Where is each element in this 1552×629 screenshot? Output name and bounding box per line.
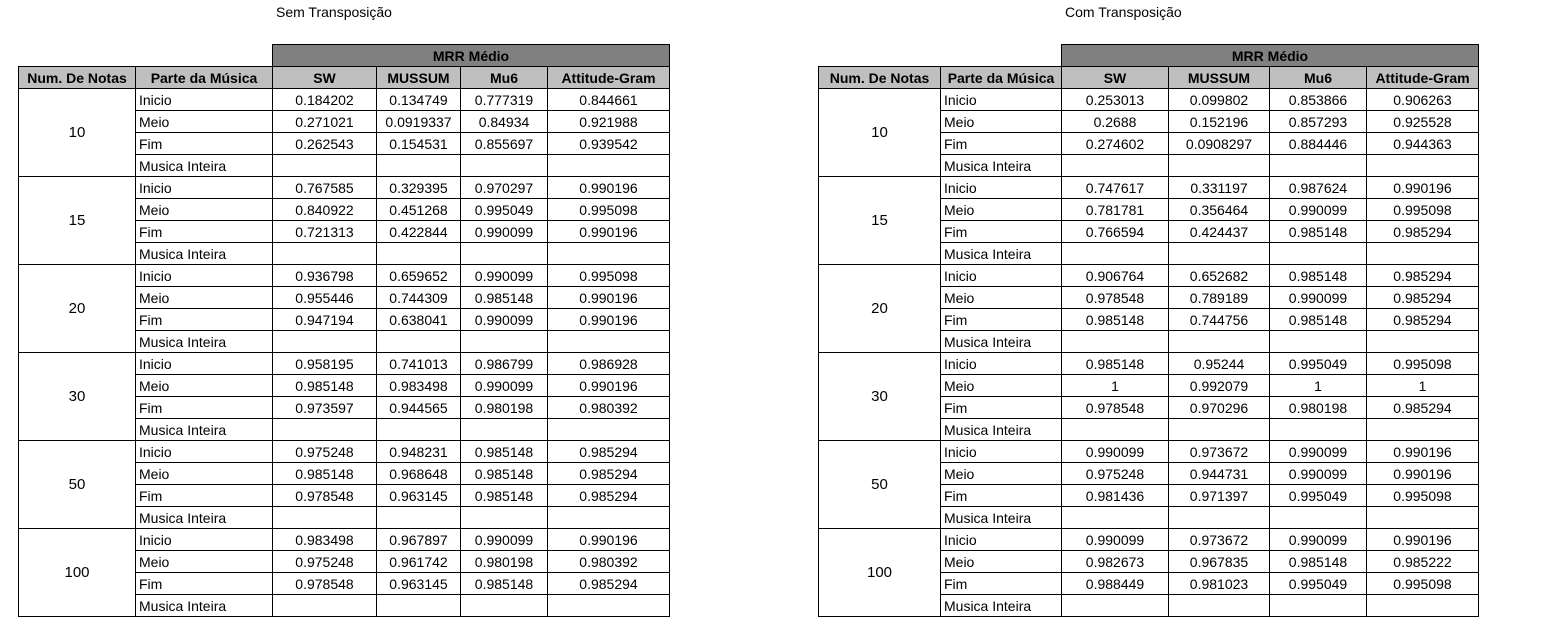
attitude-gram-value-cell [548,595,670,617]
part-cell: Meio [136,551,273,573]
sw-value-cell: 0.988449 [1062,573,1169,595]
sw-value-cell: 0.958195 [273,353,377,375]
sw-value-cell: 0.262543 [273,133,377,155]
mu6-value-cell: 0.980198 [461,397,548,419]
sw-value-cell: 0.766594 [1062,221,1169,243]
attitude-gram-value-cell: 0.995098 [1367,353,1479,375]
mu6-value-cell [461,507,548,529]
header-sw: SW [1062,67,1169,89]
sw-value-cell: 0.975248 [273,551,377,573]
sw-value-cell: 0.274602 [1062,133,1169,155]
caption-com-transposicao: Com Transposição [1065,4,1182,20]
table-row [819,529,1479,551]
mu6-value-cell [461,331,548,353]
mu6-value-cell: 0.990099 [461,529,548,551]
attitude-gram-value-cell: 0.986928 [548,353,670,375]
part-cell: Fim [136,309,273,331]
num-notes-cell: 100 [819,529,941,617]
sw-value-cell: 0.985148 [273,375,377,397]
mussum-value-cell: 0.154531 [377,133,461,155]
header-mu6: Mu6 [1270,67,1367,89]
mussum-value-cell: 0.961742 [377,551,461,573]
num-notes-cell: 30 [19,353,136,441]
num-notes-cell: 50 [19,441,136,529]
mussum-value-cell [377,243,461,265]
part-cell: Meio [941,199,1062,221]
mu6-value-cell: 0.995049 [461,199,548,221]
attitude-gram-value-cell: 0.990196 [548,287,670,309]
part-cell: Inicio [941,529,1062,551]
mu6-value-cell: 0.970297 [461,177,548,199]
sw-value-cell: 0.985148 [1062,353,1169,375]
part-cell: Meio [136,287,273,309]
mussum-value-cell: 0.099802 [1169,89,1270,111]
column-header-row [819,67,1479,89]
attitude-gram-value-cell: 0.990196 [1367,463,1479,485]
mu6-value-cell [461,243,548,265]
part-cell: Fim [941,221,1062,243]
attitude-gram-value-cell: 0.990196 [548,177,670,199]
sw-value-cell: 0.985148 [1062,309,1169,331]
sw-value-cell: 0.271021 [273,111,377,133]
num-notes-cell: 10 [819,89,941,177]
sw-value-cell [1062,507,1169,529]
part-cell: Fim [136,133,273,155]
mussum-value-cell [377,155,461,177]
attitude-gram-value-cell: 0.985294 [1367,221,1479,243]
mu6-value-cell [461,419,548,441]
mussum-value-cell: 0.638041 [377,309,461,331]
sw-value-cell: 0.975248 [273,441,377,463]
attitude-gram-value-cell: 0.990196 [1367,529,1479,551]
attitude-gram-value-cell: 0.990196 [548,309,670,331]
mu6-value-cell: 0.84934 [461,111,548,133]
mu6-value-cell: 0.985148 [461,485,548,507]
attitude-gram-value-cell: 0.985294 [1367,287,1479,309]
mu6-value-cell: 0.990099 [1270,529,1367,551]
mu6-value-cell [1270,331,1367,353]
mussum-value-cell: 0.422844 [377,221,461,243]
sw-value-cell: 0.906764 [1062,265,1169,287]
attitude-gram-value-cell: 0.995098 [1367,573,1479,595]
part-cell: Musica Inteira [941,155,1062,177]
part-cell: Musica Inteira [941,331,1062,353]
mussum-value-cell: 0.992079 [1169,375,1270,397]
part-cell: Fim [941,485,1062,507]
sw-value-cell: 0.936798 [273,265,377,287]
part-cell: Meio [136,375,273,397]
mussum-value-cell: 0.944731 [1169,463,1270,485]
group-header-mrr-medio: MRR Médio [273,45,670,67]
attitude-gram-value-cell [1367,331,1479,353]
attitude-gram-value-cell: 0.985294 [1367,309,1479,331]
part-cell: Musica Inteira [136,595,273,617]
part-cell: Fim [941,133,1062,155]
mussum-value-cell: 0.948231 [377,441,461,463]
mussum-value-cell: 0.981023 [1169,573,1270,595]
attitude-gram-value-cell: 0.844661 [548,89,670,111]
part-cell: Inicio [136,177,273,199]
table-row [819,353,1479,375]
mussum-value-cell: 0.744756 [1169,309,1270,331]
sw-value-cell [273,155,377,177]
header-mu6: Mu6 [461,67,548,89]
part-cell: Meio [136,463,273,485]
mussum-value-cell [377,595,461,617]
mussum-value-cell [1169,419,1270,441]
sw-value-cell [273,243,377,265]
mussum-value-cell: 0.744309 [377,287,461,309]
attitude-gram-value-cell: 0.980392 [548,397,670,419]
mu6-value-cell [461,595,548,617]
mu6-value-cell: 0.985148 [1270,221,1367,243]
mu6-value-cell [1270,507,1367,529]
header-mussum: MUSSUM [377,67,461,89]
part-cell: Inicio [941,177,1062,199]
caption-sem-transposicao: Sem Transposição [276,4,392,20]
header-mussum: MUSSUM [1169,67,1270,89]
group-header-mrr-medio: MRR Médio [1062,45,1479,67]
part-cell: Meio [941,287,1062,309]
part-cell: Fim [136,397,273,419]
table-row [19,353,670,375]
mu6-value-cell [1270,595,1367,617]
attitude-gram-value-cell: 0.995098 [548,265,670,287]
mu6-value-cell: 0.777319 [461,89,548,111]
mussum-value-cell [1169,155,1270,177]
sw-value-cell [273,419,377,441]
attitude-gram-value-cell [548,155,670,177]
num-notes-cell: 50 [819,441,941,529]
part-cell: Musica Inteira [941,243,1062,265]
part-cell: Inicio [136,353,273,375]
part-cell: Fim [136,573,273,595]
mussum-value-cell: 0.970296 [1169,397,1270,419]
mu6-value-cell: 0.987624 [1270,177,1367,199]
part-cell: Inicio [941,441,1062,463]
part-cell: Inicio [136,265,273,287]
mu6-value-cell: 0.855697 [461,133,548,155]
attitude-gram-value-cell: 0.995098 [548,199,670,221]
attitude-gram-value-cell: 1 [1367,375,1479,397]
part-cell: Fim [941,397,1062,419]
header-sw: SW [273,67,377,89]
sw-value-cell: 0.767585 [273,177,377,199]
sw-value-cell: 0.747617 [1062,177,1169,199]
part-cell: Meio [941,375,1062,397]
part-cell: Meio [941,463,1062,485]
part-cell: Meio [136,199,273,221]
attitude-gram-value-cell: 0.990196 [548,529,670,551]
sw-value-cell: 1 [1062,375,1169,397]
attitude-gram-value-cell: 0.944363 [1367,133,1479,155]
attitude-gram-value-cell: 0.925528 [1367,111,1479,133]
mussum-value-cell: 0.789189 [1169,287,1270,309]
sw-value-cell [1062,243,1169,265]
num-notes-cell: 20 [819,265,941,353]
mu6-value-cell: 0.995049 [1270,485,1367,507]
mussum-value-cell: 0.451268 [377,199,461,221]
mu6-value-cell [1270,155,1367,177]
header-parte-da-musica: Parte da Música [941,67,1062,89]
sw-value-cell: 0.981436 [1062,485,1169,507]
part-cell: Inicio [136,89,273,111]
mu6-value-cell: 0.985148 [1270,551,1367,573]
part-cell: Musica Inteira [136,243,273,265]
mussum-value-cell: 0.741013 [377,353,461,375]
sw-value-cell [1062,419,1169,441]
part-cell: Inicio [136,441,273,463]
mussum-value-cell: 0.0919337 [377,111,461,133]
mu6-value-cell [461,155,548,177]
sw-value-cell: 0.184202 [273,89,377,111]
sw-value-cell [1062,155,1169,177]
sw-value-cell [1062,595,1169,617]
blank-cell [19,45,273,67]
part-cell: Inicio [941,353,1062,375]
part-cell: Fim [941,573,1062,595]
mussum-value-cell: 0.356464 [1169,199,1270,221]
group-header-row [19,45,670,67]
sw-value-cell: 0.978548 [1062,397,1169,419]
mu6-value-cell: 0.853866 [1270,89,1367,111]
mussum-value-cell [377,419,461,441]
sw-value-cell: 0.978548 [1062,287,1169,309]
table-row [819,177,1479,199]
part-cell: Musica Inteira [941,419,1062,441]
table-com-transposicao [818,44,1479,617]
mu6-value-cell: 0.990099 [1270,199,1367,221]
mussum-value-cell: 0.0908297 [1169,133,1270,155]
attitude-gram-value-cell: 0.985294 [1367,397,1479,419]
attitude-gram-value-cell: 0.985294 [548,441,670,463]
part-cell: Inicio [941,89,1062,111]
table-row [19,529,670,551]
attitude-gram-value-cell [1367,419,1479,441]
mu6-value-cell: 0.990099 [461,309,548,331]
attitude-gram-value-cell: 0.939542 [548,133,670,155]
mussum-value-cell: 0.659652 [377,265,461,287]
mussum-value-cell: 0.967835 [1169,551,1270,573]
table-sem-transposicao [18,44,670,617]
attitude-gram-value-cell: 0.990196 [1367,177,1479,199]
part-cell: Musica Inteira [136,419,273,441]
sw-value-cell: 0.990099 [1062,529,1169,551]
header-attitude-gram: Attitude-Gram [548,67,670,89]
mu6-value-cell: 0.980198 [1270,397,1367,419]
part-cell: Fim [136,221,273,243]
part-cell: Musica Inteira [136,331,273,353]
mussum-value-cell: 0.963145 [377,573,461,595]
mussum-value-cell: 0.152196 [1169,111,1270,133]
header-num-de-notas: Num. De Notas [19,67,136,89]
attitude-gram-value-cell: 0.990196 [548,375,670,397]
sw-value-cell: 0.840922 [273,199,377,221]
sw-value-cell: 0.978548 [273,573,377,595]
mussum-value-cell [1169,331,1270,353]
attitude-gram-value-cell [1367,507,1479,529]
mussum-value-cell [377,331,461,353]
part-cell: Musica Inteira [136,507,273,529]
attitude-gram-value-cell [548,331,670,353]
attitude-gram-value-cell: 0.985294 [548,573,670,595]
sw-value-cell: 0.781781 [1062,199,1169,221]
header-num-de-notas: Num. De Notas [819,67,941,89]
mussum-value-cell [1169,507,1270,529]
table-row [19,265,670,287]
part-cell: Inicio [941,265,1062,287]
attitude-gram-value-cell [1367,243,1479,265]
mussum-value-cell: 0.95244 [1169,353,1270,375]
sw-value-cell [273,595,377,617]
sw-value-cell: 0.955446 [273,287,377,309]
table-row [819,89,1479,111]
attitude-gram-value-cell: 0.921988 [548,111,670,133]
part-cell: Fim [136,485,273,507]
mu6-value-cell: 0.995049 [1270,573,1367,595]
mu6-value-cell: 0.985148 [461,441,548,463]
num-notes-cell: 100 [19,529,136,617]
mussum-value-cell: 0.424437 [1169,221,1270,243]
mu6-value-cell: 0.990099 [1270,463,1367,485]
part-cell: Fim [941,309,1062,331]
mu6-value-cell: 0.990099 [461,221,548,243]
sw-value-cell: 0.975248 [1062,463,1169,485]
attitude-gram-value-cell [548,419,670,441]
mussum-value-cell: 0.973672 [1169,529,1270,551]
num-notes-cell: 15 [19,177,136,265]
mussum-value-cell [377,507,461,529]
num-notes-cell: 30 [819,353,941,441]
part-cell: Meio [941,551,1062,573]
mussum-value-cell [1169,595,1270,617]
mussum-value-cell: 0.944565 [377,397,461,419]
attitude-gram-value-cell: 0.995098 [1367,485,1479,507]
attitude-gram-value-cell: 0.990196 [548,221,670,243]
mu6-value-cell: 0.985148 [1270,309,1367,331]
mu6-value-cell: 0.990099 [1270,441,1367,463]
attitude-gram-value-cell: 0.985222 [1367,551,1479,573]
sw-value-cell [273,507,377,529]
sw-value-cell: 0.990099 [1062,441,1169,463]
part-cell: Musica Inteira [941,507,1062,529]
part-cell: Meio [941,111,1062,133]
blank-cell [819,45,1062,67]
attitude-gram-value-cell: 0.980392 [548,551,670,573]
attitude-gram-value-cell [548,243,670,265]
sw-value-cell: 0.973597 [273,397,377,419]
attitude-gram-value-cell: 0.995098 [1367,199,1479,221]
sw-value-cell: 0.947194 [273,309,377,331]
attitude-gram-value-cell: 0.985294 [1367,265,1479,287]
mussum-value-cell: 0.134749 [377,89,461,111]
mussum-value-cell: 0.971397 [1169,485,1270,507]
column-header-row [19,67,670,89]
mu6-value-cell: 0.985148 [1270,265,1367,287]
group-header-row [819,45,1479,67]
mu6-value-cell: 0.990099 [461,265,548,287]
num-notes-cell: 20 [19,265,136,353]
mu6-value-cell: 0.986799 [461,353,548,375]
part-cell: Musica Inteira [941,595,1062,617]
sw-value-cell: 0.985148 [273,463,377,485]
mussum-value-cell: 0.967897 [377,529,461,551]
sw-value-cell: 0.978548 [273,485,377,507]
header-attitude-gram: Attitude-Gram [1367,67,1479,89]
sw-value-cell [1062,331,1169,353]
attitude-gram-value-cell [1367,595,1479,617]
mu6-value-cell [1270,243,1367,265]
mussum-value-cell: 0.963145 [377,485,461,507]
part-cell: Inicio [136,529,273,551]
sw-value-cell [273,331,377,353]
table-row [19,177,670,199]
sw-value-cell: 0.253013 [1062,89,1169,111]
sw-value-cell: 0.982673 [1062,551,1169,573]
mussum-value-cell: 0.973672 [1169,441,1270,463]
mu6-value-cell: 0.985148 [461,463,548,485]
part-cell: Meio [136,111,273,133]
mu6-value-cell: 0.857293 [1270,111,1367,133]
mussum-value-cell: 0.983498 [377,375,461,397]
header-parte-da-musica: Parte da Música [136,67,273,89]
mu6-value-cell: 1 [1270,375,1367,397]
table-row [819,441,1479,463]
table-row [19,89,670,111]
num-notes-cell: 10 [19,89,136,177]
mussum-value-cell [1169,243,1270,265]
mu6-value-cell: 0.985148 [461,573,548,595]
mu6-value-cell: 0.990099 [1270,287,1367,309]
attitude-gram-value-cell: 0.985294 [548,485,670,507]
attitude-gram-value-cell: 0.906263 [1367,89,1479,111]
part-cell: Musica Inteira [136,155,273,177]
sw-value-cell: 0.983498 [273,529,377,551]
mu6-value-cell: 0.980198 [461,551,548,573]
num-notes-cell: 15 [819,177,941,265]
table-row [19,441,670,463]
mu6-value-cell [1270,419,1367,441]
sw-value-cell: 0.721313 [273,221,377,243]
attitude-gram-value-cell [1367,155,1479,177]
mu6-value-cell: 0.995049 [1270,353,1367,375]
mussum-value-cell: 0.968648 [377,463,461,485]
attitude-gram-value-cell: 0.990196 [1367,441,1479,463]
attitude-gram-value-cell: 0.985294 [548,463,670,485]
mu6-value-cell: 0.990099 [461,375,548,397]
mussum-value-cell: 0.329395 [377,177,461,199]
mu6-value-cell: 0.884446 [1270,133,1367,155]
mu6-value-cell: 0.985148 [461,287,548,309]
mussum-value-cell: 0.652682 [1169,265,1270,287]
sw-value-cell: 0.2688 [1062,111,1169,133]
attitude-gram-value-cell [548,507,670,529]
table-row [819,265,1479,287]
mussum-value-cell: 0.331197 [1169,177,1270,199]
